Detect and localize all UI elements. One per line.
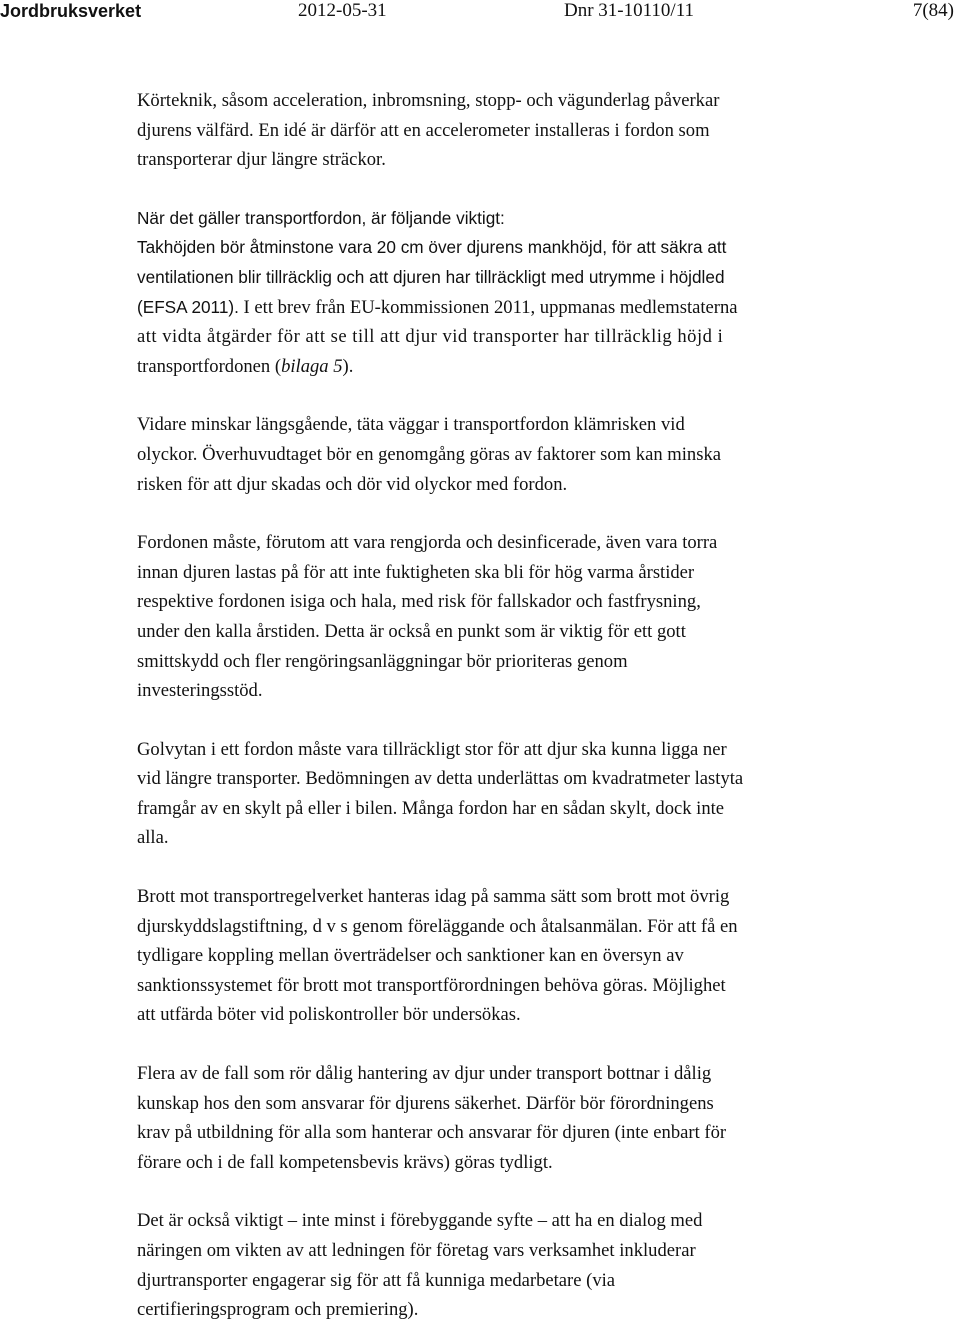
text-line <box>137 293 877 323</box>
text-line: Flera av de fall som rör dålig hantering av djur under transport bottnar i dålig <box>137 1063 712 1085</box>
text-line: djurskyddslagstiftning, d v s genom föreläggande och åtalsanmälan. För att få en <box>137 915 738 937</box>
text-run: ). <box>342 355 354 377</box>
text-line: Vidare minskar längsgående, täta väggar i transportfordon klämrisken vid <box>137 414 685 436</box>
text-line: Brott mot transportregelverket hanteras idag på samma sätt som brott mot övrig <box>137 886 730 908</box>
paragraph-brott <box>137 882 877 1030</box>
paragraph-vaggar <box>137 410 877 499</box>
text-line: sanktionssystemet för brott mot transportförordningen behöva göras. Möjlighet <box>137 974 726 996</box>
paragraph-korteknik <box>137 86 877 175</box>
text-line: risken för att djur skadas och dör vid olyckor med fordon. <box>137 473 568 495</box>
document-date: 2012-05-31 <box>298 0 387 21</box>
text-line: alla. <box>137 827 169 849</box>
page-number: 7(84) <box>912 0 954 21</box>
text-line: Körteknik, såsom acceleration, inbromsning, stopp- och vägunderlag påverkar <box>137 90 720 111</box>
document-number: Dnr 31-10110/11 <box>564 0 694 21</box>
paragraph-rengjorda <box>137 528 877 706</box>
text-line: kunskap hos den som ansvarar för djurens säkerhet. Därför bör förordningens <box>137 1092 714 1114</box>
text-line: När det gäller transportfordon, är följande viktigt: <box>137 207 505 228</box>
text-line: Fordonen måste, förutom att vara rengjorda och desinficerade, även vara torra <box>137 532 718 554</box>
organization-name: Jordbruksverket <box>0 1 142 21</box>
text-line: innan djuren lastas på för att inte fuktigheten ska bli för hög varma årstider <box>137 561 695 583</box>
text-run: transportfordonen ( <box>137 355 282 377</box>
text-line: djurens välfärd. En idé är därför att en accelerometer installeras i fordon som <box>137 119 710 141</box>
text-line: krav på utbildning för alla som hanterar och ansvarar för djuren (inte enbart för <box>137 1122 727 1144</box>
text-line: transporterar djur längre sträckor. <box>137 149 386 171</box>
text-line: framgår av en skylt på eller i bilen. Många fordon har en sådan skylt, dock inte <box>137 797 725 819</box>
text-line: Golvytan i ett fordon måste vara tillräckligt stor för att djur ska kunna ligga ner <box>137 738 727 760</box>
paragraph-dialog <box>137 1206 877 1324</box>
text-line: tydligare koppling mellan överträdelser och sanktioner kan en översyn av <box>137 945 684 967</box>
text-line: Takhöjden bör åtminstone vara 20 cm över djurens mankhöjd, för att säkra att <box>137 237 727 258</box>
page-header <box>0 0 960 26</box>
text-line: respektive fordonen isiga och hala, med risk för fallskador och fastfrysning, <box>137 591 701 613</box>
text-line: djurtransporter engagerar sig för att få kunniga medarbetare (via <box>137 1269 616 1291</box>
text-line: certifieringsprogram och premiering). <box>137 1299 419 1321</box>
text-line: förare och i de fall kompetensbevis krävs) göras tydligt. <box>137 1151 553 1173</box>
text-line: vid längre transporter. Bedömningen av detta underlättas om kvadratmeter lastyta <box>137 768 744 790</box>
text-line: ventilationen blir tillräcklig och att djuren har tillräckligt med utrymme i höjdled <box>137 266 725 287</box>
text-line: olyckor. Överhuvudtaget bör en genomgång göras av faktorer som kan minska <box>137 443 721 465</box>
text-line <box>137 352 877 382</box>
text-line: att vidta åtgärder för att se till att djur vid transporter har tillräcklig höjd i <box>137 326 724 348</box>
text-line: näringen om vikten av att ledningen för företag vars verksamhet inkluderar <box>137 1240 696 1261</box>
text-line: smittskydd och fler rengöringsanläggningar bör prioriteras genom <box>137 650 628 672</box>
appendix-reference: bilaga 5 <box>281 355 343 377</box>
paragraph-transportfordon <box>137 204 877 382</box>
paragraph-kunskap <box>137 1059 877 1177</box>
text-line: investeringsstöd. <box>137 680 263 702</box>
text-run: I ett brev från EU-kommissionen 2011, uppmanas medlemstaterna <box>238 296 738 318</box>
paragraph-golvytan <box>137 735 877 853</box>
document-body <box>137 86 877 1325</box>
text-line: Det är också viktigt – inte minst i förebyggande syfte – att ha en dialog med <box>137 1210 703 1232</box>
efsa-reference: (EFSA 2011). <box>137 296 239 317</box>
text-line: att utfärda böter vid poliskontroller bör undersökas. <box>137 1004 521 1026</box>
text-line: under den kalla årstiden. Detta är också en punkt som är viktig för ett gott <box>137 620 686 642</box>
